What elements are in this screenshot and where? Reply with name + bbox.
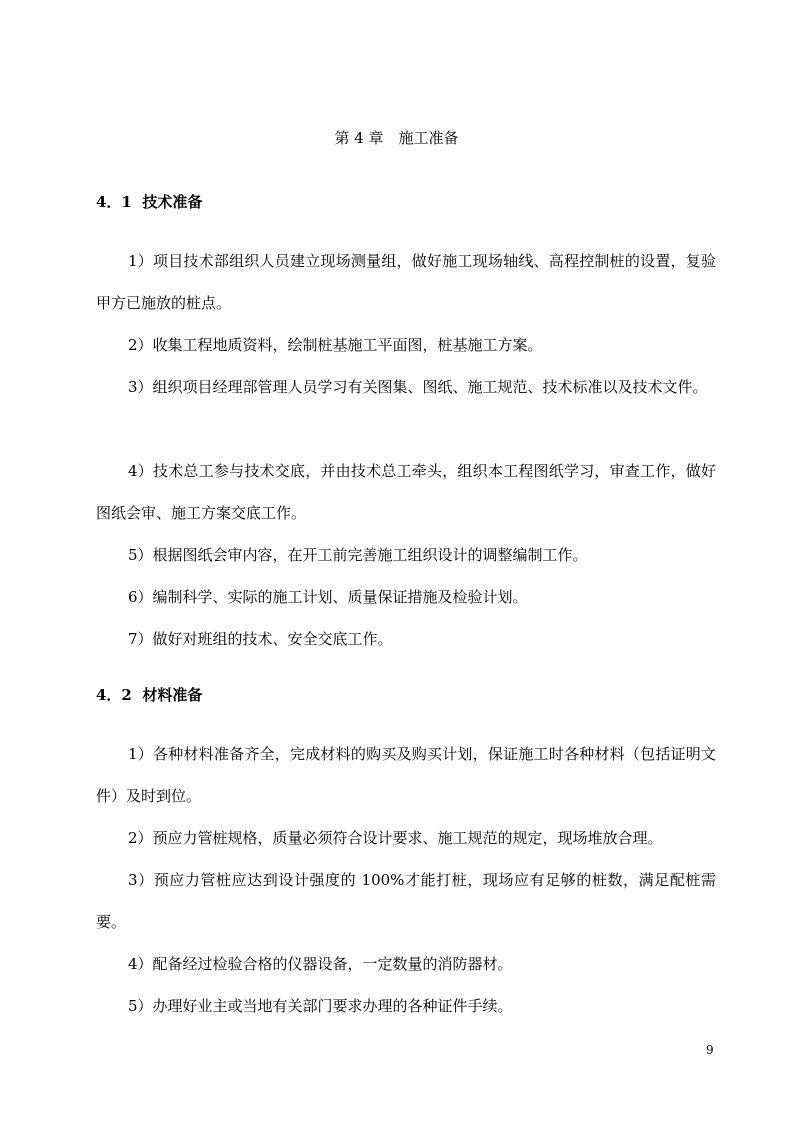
page-number: 9 — [706, 1043, 714, 1057]
paragraph-item: 4）技术总工参与技术交底，并由技术总工牵头，组织本工程图纸学习，审查工作，做好图纸会审、施工方案交底工作。 — [96, 462, 716, 522]
paragraph-item: 6）编制科学、实际的施工计划、质量保证措施及检验计划。 — [128, 588, 528, 606]
paragraph-item: 1）各种材料准备齐全，完成材料的购买及购买计划，保证施工时各种材料（包括证明文件）及时到位。 — [96, 745, 716, 805]
paragraph-item: 4）配备经过检验合格的仪器设备，一定数量的消防器材。 — [128, 955, 513, 973]
paragraph-item: 2）收集工程地质资料，绘制桩基施工平面图，桩基施工方案。 — [128, 336, 543, 354]
paragraph-item: 5）根据图纸会审内容，在开工前完善施工组织设计的调整编制工作。 — [128, 546, 588, 564]
section-title: 技术准备 — [142, 193, 203, 211]
section-number: 4．1 — [96, 193, 132, 211]
section-title: 材料准备 — [142, 686, 203, 704]
paragraph-item: 2）预应力管桩规格，质量必须符合设计要求、施工规范的规定，现场堆放合理。 — [128, 829, 663, 847]
section-number: 4．2 — [96, 686, 132, 704]
paragraph-item: 7）做好对班组的技术、安全交底工作。 — [128, 630, 393, 648]
paragraph-item: 5）办理好业主或当地有关部门要求办理的各种证件手续。 — [128, 997, 513, 1015]
paragraph-item: 3）组织项目经理部管理人员学习有关图集、图纸、施工规范、技术标准以及技术文件。 — [128, 378, 708, 396]
chapter-title: 第 4 章 施工准备 — [334, 129, 459, 147]
paragraph-item: 3）预应力管桩应达到设计强度的 100%才能打桩，现场应有足够的桩数，满足配桩需要。 — [96, 871, 716, 931]
paragraph-item: 1）项目技术部组织人员建立现场测量组，做好施工现场轴线、高程控制桩的设置，复验甲方已施放的桩点。 — [96, 252, 716, 312]
section-heading-4-2 — [96, 684, 202, 706]
section-heading-4-1 — [96, 191, 202, 213]
